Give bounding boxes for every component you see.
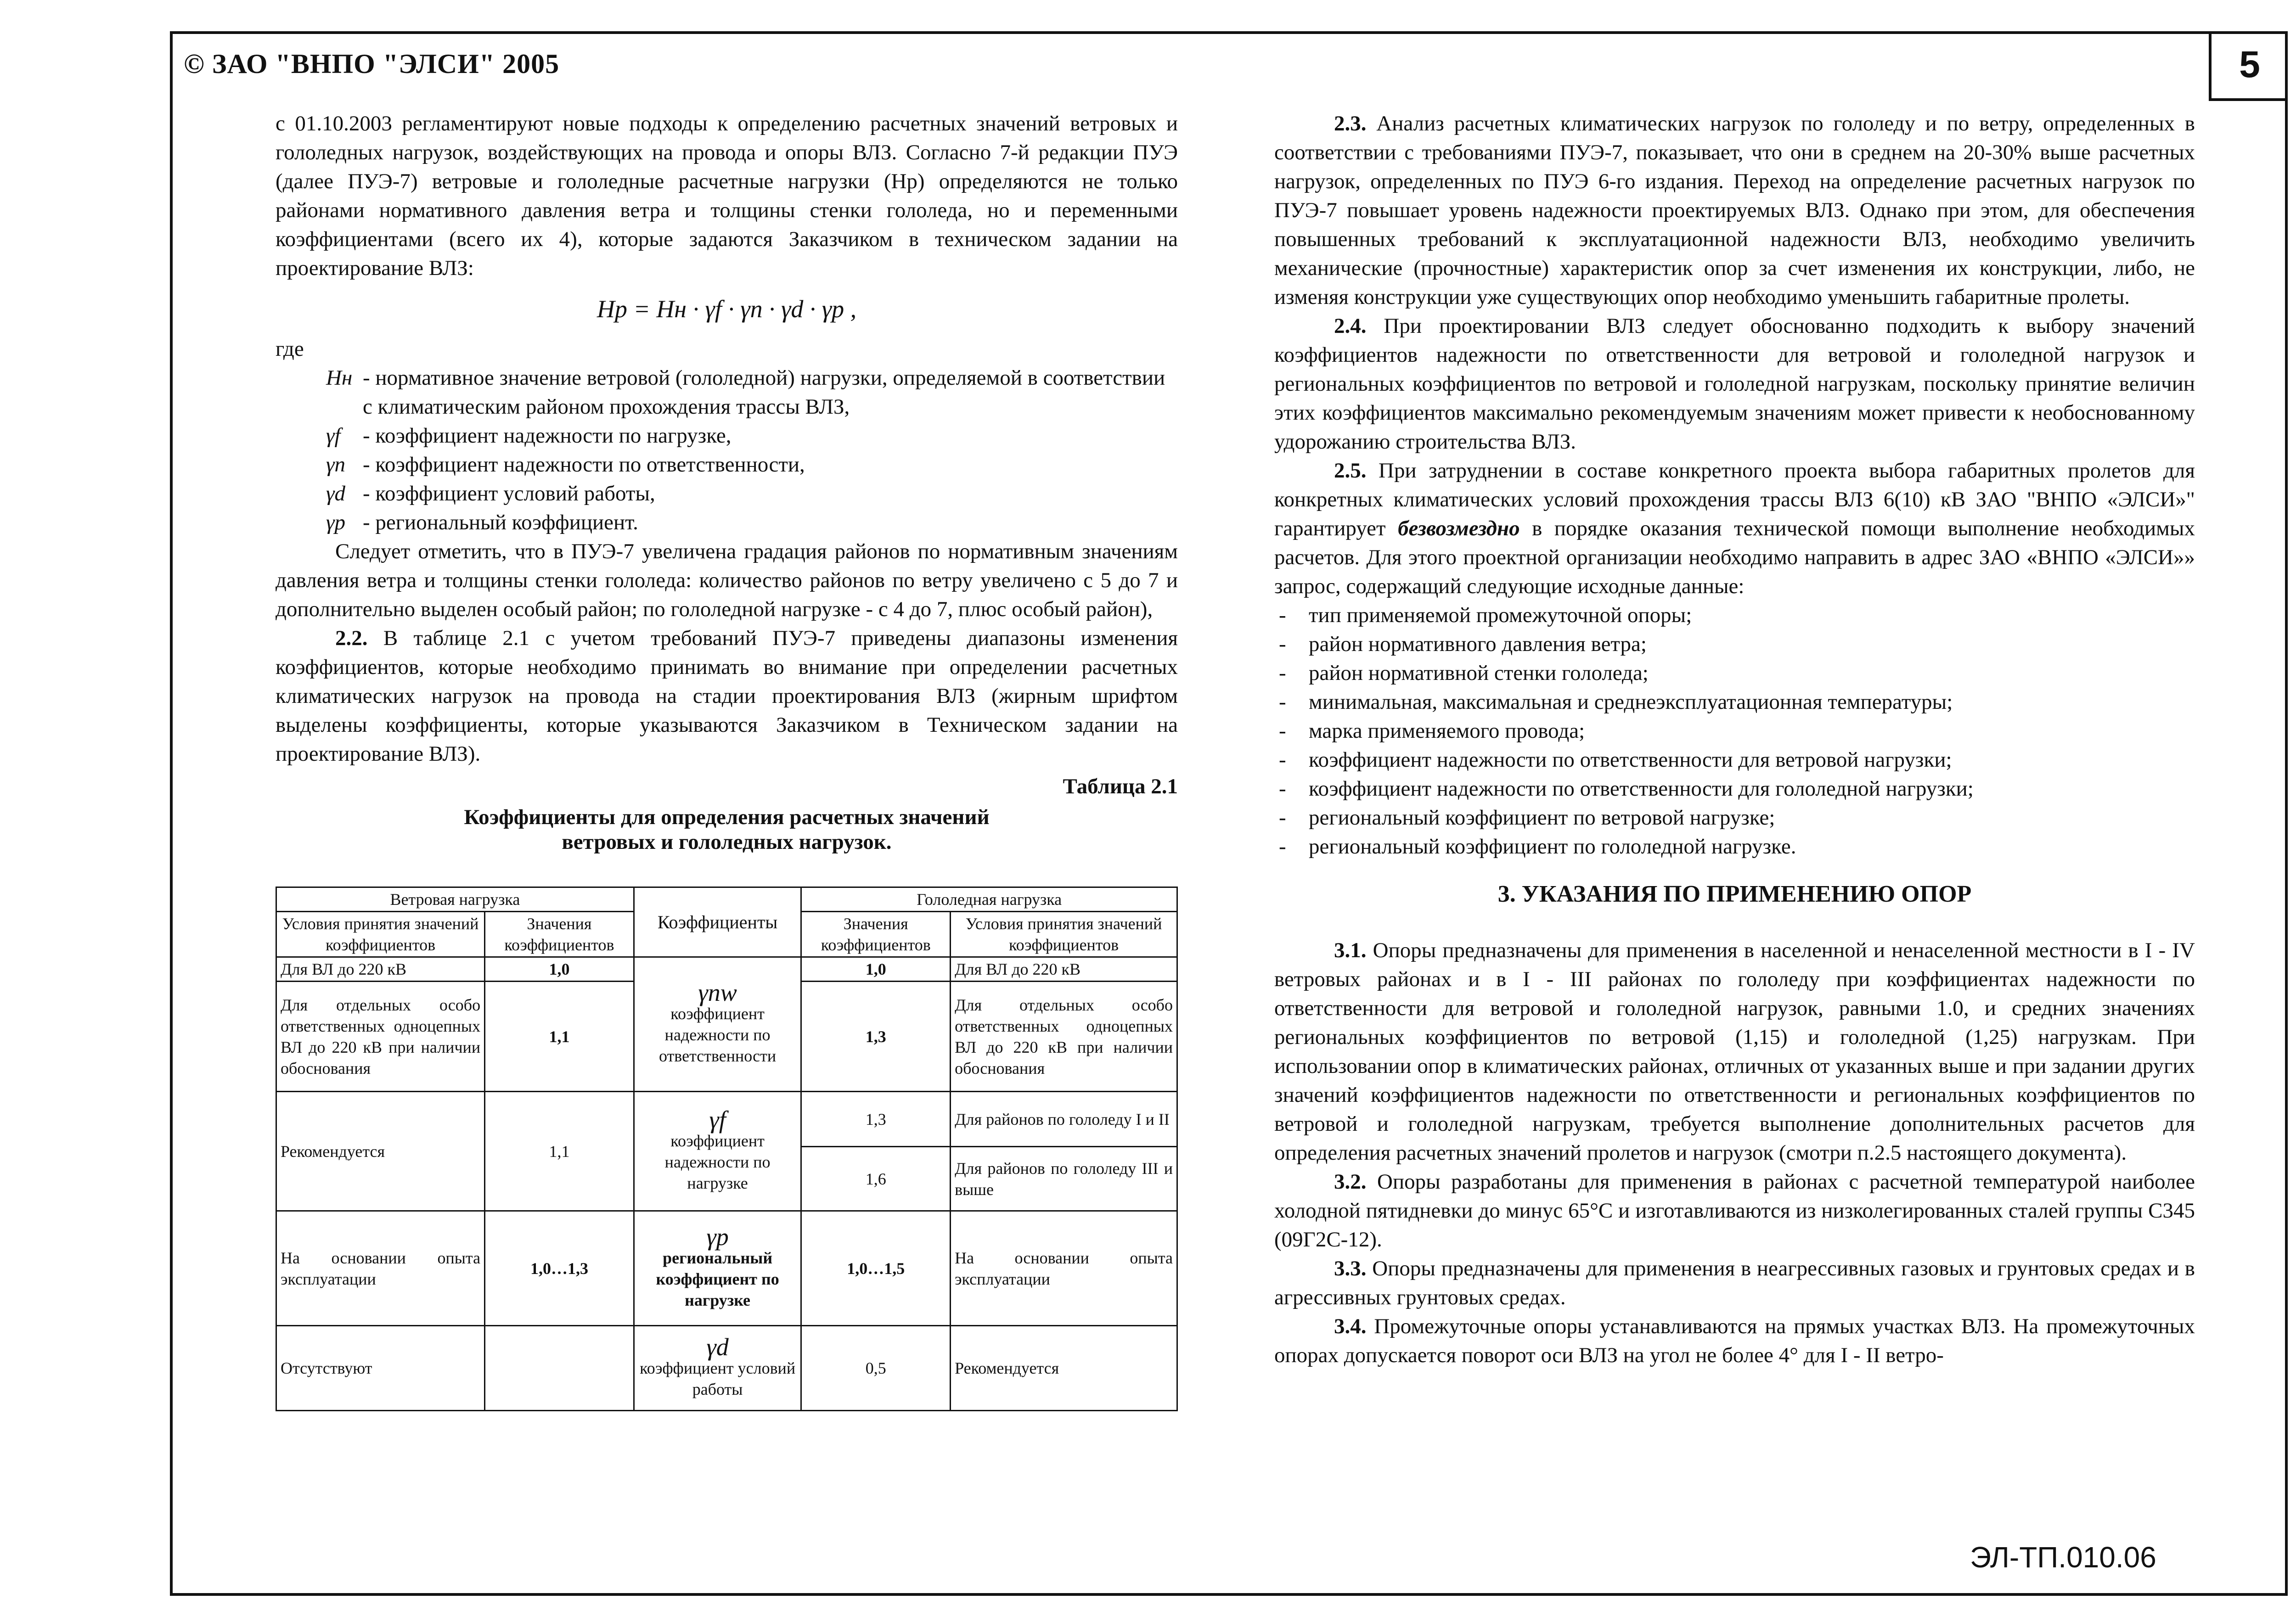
table-row: Для ВЛ до 220 кВ 1,0 γnw коэффициент надежности по ответственности 1,0 Для ВЛ до 220 кВ xyxy=(276,957,1177,982)
gamma-d-symbol: γd xyxy=(706,1333,729,1361)
definitions-list xyxy=(326,364,1178,537)
paragraph-2-3: 2.3. Анализ расчетных климатических нагрузок по гололеду и по ветру, определенных в соответствии с требованиями ПУЭ-7, показывает, что они в среднем на 20-30% выше расчетных нагрузок, определенных по ПУЭ 6-го издания. Переход на определение расчетных нагрузок по ПУЭ-7 повышает уровень надежности проектируемых ВЛЗ. Однако при этом, для обеспечения повышенных требований к эксплуатационной надежности ВЛЗ, необходимо увеличить механические (прочностные) характеристик опор за счет изменения их конструкции, либо, не изменяя конструкции уже существующих опор необходимо уменьшить габаритные пролеты. xyxy=(1274,112,2195,309)
where-label: где xyxy=(276,337,304,361)
list-item: - коэффициент надежности по ответственности для ветровой нагрузки; xyxy=(1274,746,2195,774)
definition-item: γd - коэффициент условий работы, xyxy=(326,482,655,505)
definition-item: γр - региональный коэффициент. xyxy=(326,511,638,534)
header-wind-values: Значения коэффициентов xyxy=(485,912,634,957)
header-wind-conditions: Условия принятия значений коэффициентов xyxy=(276,912,485,957)
gamma-nw-symbol: γnw xyxy=(698,979,737,1006)
list-item: - район нормативной стенки гололеда; xyxy=(1274,659,2195,688)
input-data-list xyxy=(1274,601,2195,861)
paragraph-3-1: 3.1. Опоры предназначены для применения в населенной и ненаселенной местности в I - IV ветровых районах и в I - III районах по гололеду при коэффициентах надежности по ответственности для ветровой и гололедной нагрузок, равными 1.0, и средних значениях региональных коэффициентов по ветровой (1,15) и гололедной (1,25) нагрузкам. При использовании опор в климатических районах, отличных от указанных выше и при задании других значений коэффициентов надежности по ответственности и региональных коэффициентов по ветровой и гололедной нагрузкам, требуется выполнение дополнительных расчетов для определения расчетных значений пролетов и нагрузок (смотри п.2.5 настоящего документа). xyxy=(1274,938,2195,1165)
paragraph-2-4: 2.4. При проектировании ВЛЗ следует обоснованно подходить к выбору значений коэффициентов надежности по ответственности для ветровой и гололедной нагрузок и региональных коэффициентов по ветровой и гололедной нагрузкам, поскольку принятие величин этих коэффициентов максимально рекомендуемым значениям может привести к необоснованному удорожанию строительства ВЛЗ. xyxy=(1274,314,2195,454)
table-row: На основании опыта эксплуатации 1,0…1,3 γр региональный коэффициент по нагрузке 1,0…1,5 На основании опыта эксплуатации xyxy=(276,1211,1177,1326)
header-ice-values: Значения коэффициентов xyxy=(801,912,951,957)
list-item: - региональный коэффициент по гололедной нагрузке. xyxy=(1274,832,2195,861)
list-item: - минимальная, максимальная и среднеэксплуатационная температуры; xyxy=(1274,688,2195,717)
header-ice-conditions: Условия принятия значений коэффициентов xyxy=(951,912,1177,957)
gamma-r-symbol: γр xyxy=(706,1223,729,1251)
left-column xyxy=(276,109,1178,1411)
table-row: Для отдельных особо ответственных одноцепных ВЛ до 220 кВ при наличии обоснования 1,1 1,3 Для отдельных особо ответственных одноцепных ВЛ до 220 кВ при наличии обоснования xyxy=(276,982,1177,1092)
table-title: Коэффициенты для определения расчетных значений ветровых и гололедных нагрузок. xyxy=(464,805,990,854)
paragraph-2-5: 2.5. При затруднении в составе конкретного проекта выбора габаритных пролетов для конкретных климатических условий прохождения трассы ВЛЗ 6(10) кВ ЗАО "ВНПО «ЭЛСИ»" гарантирует безвозмездно в порядке оказания технической помощи выполнение необходимых расчетов. Для этого проектной организации необходимо направить в адрес ЗАО «ВНПО «ЭЛСИ»» запрос, содержащий следующие исходные данные: xyxy=(1274,459,2195,598)
intro-paragraph: с 01.10.2003 регламентируют новые подходы к определению расчетных значений ветровых и гололедных нагрузок, воздействующих на провода и опоры ВЛЗ. Согласно 7-й редакции ПУЭ (далее ПУЭ-7) ветровые и гололедные расчетные нагрузки (Hр) определяются не только районами нормативного давления ветра и толщины стенки гололеда, но и переменными коэффициентами (всего их 4), которые задаются Заказчиком в техническом задании на проектирование ВЛЗ: xyxy=(276,112,1178,280)
page-number: 5 xyxy=(2209,31,2288,101)
section-3-heading: 3. УКАЗАНИЯ ПО ПРИМЕНЕНИЮ ОПОР xyxy=(1497,881,1972,907)
list-item: - район нормативного давления ветра; xyxy=(1274,630,2195,659)
definition-item: γn - коэффициент надежности по ответственности, xyxy=(326,453,805,477)
definition-item: Hн - нормативное значение ветровой (гололедной) нагрузки, определяемой в соответствии с климатическим районом прохождения трассы ВЛЗ, xyxy=(326,366,1165,419)
formula: Hр = Hн · γf · γn · γd · γр , xyxy=(597,295,857,323)
list-item: - региональный коэффициент по ветровой нагрузке; xyxy=(1274,803,2195,832)
right-column xyxy=(1274,109,2195,1370)
paragraph-3-3: 3.3. Опоры предназначены для применения в неагрессивных газовых и грунтовых средах и в агрессивных грунтовых средах. xyxy=(1274,1257,2195,1309)
table-row: Рекомендуется 1,1 γf коэффициент надежности по нагрузке 1,3 Для районов по гололеду I и II xyxy=(276,1092,1177,1147)
list-item: - марка применяемого провода; xyxy=(1274,717,2195,746)
definition-item: γf - коэффициент надежности по нагрузке, xyxy=(326,424,732,448)
header-wind: Ветровая нагрузка xyxy=(276,887,634,912)
table-row: Отсутствуют γd коэффициент условий работы 0,5 Рекомендуется xyxy=(276,1326,1177,1411)
coefficients-table xyxy=(276,887,1178,1411)
paragraph-3-2: 3.2. Опоры разработаны для применения в районах с расчетной температурой наиболее холодной пятидневки до минус 65°С и изготавливаются из низколегированных сталей группы С345 (09Г2С-12). xyxy=(1274,1170,2195,1251)
paragraph-3-4: 3.4. Промежуточные опоры устанавливаются на прямых участках ВЛЗ. На промежуточных опорах допускается поворот оси ВЛЗ на угол не более 4° для I - II ветро- xyxy=(1274,1314,2195,1367)
table-caption: Таблица 2.1 xyxy=(1063,774,1178,798)
header-coefficients: Коэффициенты xyxy=(634,887,801,957)
list-item: - коэффициент надежности по ответственности для гололедной нагрузки; xyxy=(1274,774,2195,803)
gamma-f-symbol: γf xyxy=(709,1106,726,1134)
document-code: ЭЛ-ТП.010.06 xyxy=(1970,1541,2156,1574)
company-header: © ЗАО "ВНПО "ЭЛСИ" 2005 xyxy=(184,49,560,79)
note-paragraph: Следует отметить, что в ПУЭ-7 увеличена градация районов по нормативным значениям давления ветра и толщины стенки гололеда: количество районов по ветру увеличено с 5 до 7 и дополнительно выделен особый район; по гололедной нагрузке - с 4 до 7, плюс особый район), xyxy=(276,539,1178,621)
list-item: - тип применяемой промежуточной опоры; xyxy=(1274,601,2195,630)
paragraph-2-2: 2.2. В таблице 2.1 с учетом требований ПУЭ-7 приведены диапазоны изменения коэффициентов, которые необходимо принимать во внимание при определении расчетных климатических нагрузок на провода на стадии проектирования ВЛЗ (жирным шрифтом выделены коэффициенты, которые указываются Заказчиком в Техническом задании на проектирование ВЛЗ). xyxy=(276,626,1178,766)
header-ice: Гололедная нагрузка xyxy=(801,887,1177,912)
table-row: 1,6 Для районов по гололеду III и выше xyxy=(276,1147,1177,1211)
